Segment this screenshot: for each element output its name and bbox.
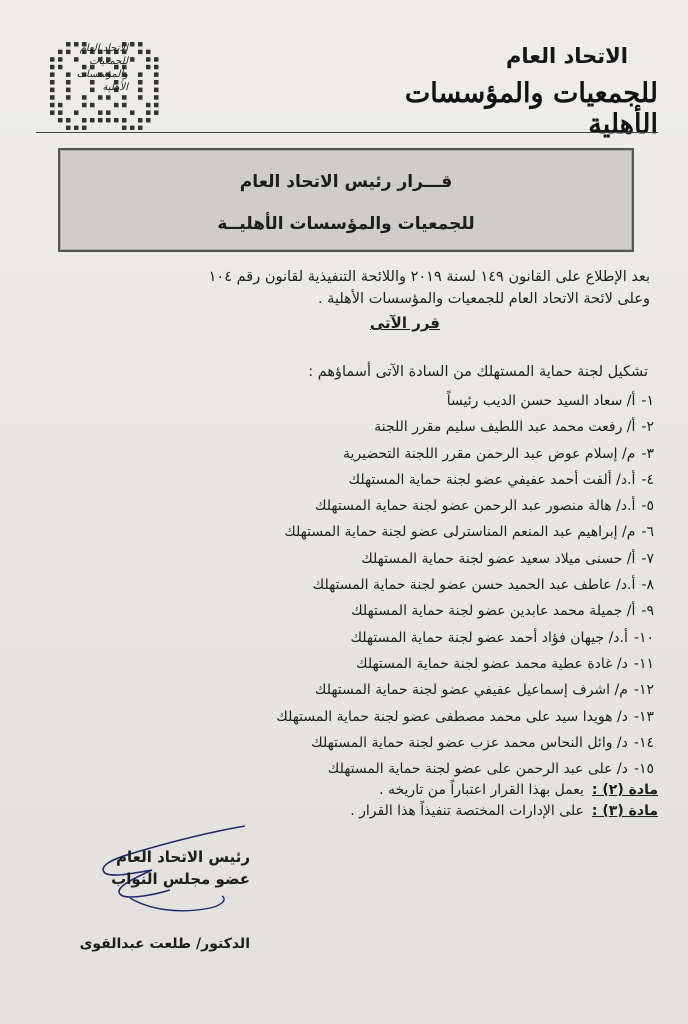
logo-dot — [122, 95, 127, 100]
list-item — [94, 730, 654, 756]
logo-text-line: الاتحاد العام — [79, 43, 128, 54]
member-number: ١١- — [633, 655, 654, 672]
signatory-name: الدكتور/ طلعت عبدالقوى — [79, 936, 250, 952]
signature-block — [60, 846, 250, 890]
logo-text-line: الأهلية — [102, 82, 128, 93]
member-number: ٤- — [641, 471, 654, 488]
member-text: د/ غادة عطية محمد عضو لجنة حماية المستهلك — [356, 655, 628, 672]
logo-dot — [130, 110, 135, 115]
logo-dot — [138, 118, 143, 123]
logo-text-line: والمؤسسات — [76, 69, 128, 80]
list-item — [94, 704, 654, 730]
logo-dot — [138, 88, 143, 93]
logo-dot — [50, 95, 55, 100]
logo-dot — [50, 110, 55, 115]
logo-text — [36, 42, 128, 94]
member-number: ١٤- — [633, 734, 654, 751]
intro-text: تشكيل لجنة حماية المستهلك من السادة الآتى أسماؤهم : — [308, 364, 648, 380]
logo-dot — [154, 110, 159, 115]
member-text: د/ هويدا سيد على محمد مصطفى عضو لجنة حماية المستهلك — [276, 708, 628, 725]
member-text: د/ وائل النحاس محمد عزب عضو لجنة حماية المستهلك — [311, 734, 628, 751]
logo-dot — [66, 118, 71, 123]
decision-title-box — [58, 148, 634, 252]
logo-dot — [98, 95, 103, 100]
logo-dot — [74, 126, 79, 130]
org-title — [358, 44, 658, 140]
logo-dot — [146, 110, 151, 115]
logo-dot — [98, 118, 103, 123]
logo-dot — [154, 57, 159, 62]
logo-dot — [82, 118, 87, 123]
signature-role-line2: عضو مجلس النواب — [111, 870, 250, 888]
logo-dot — [138, 80, 143, 85]
logo-dot — [106, 118, 111, 123]
logo-dot — [90, 103, 95, 108]
list-item — [94, 414, 654, 440]
member-text: أ.د/ ألفت أحمد عفيفي عضو لجنة حماية المستهلك — [348, 471, 636, 488]
member-text: أ/ سعاد السيد حسن الديب رئيساً — [446, 393, 636, 409]
logo-dot — [58, 118, 63, 123]
preamble-line: وعلى لائحة الاتحاد العام للجمعيات والمؤسسات الأهلية . — [317, 291, 650, 307]
decides-heading: قرر الآتى — [369, 314, 440, 332]
member-text: م/ اشرف إسماعيل عفيفي عضو لجنة حماية المستهلك — [314, 682, 628, 699]
logo-dot — [82, 103, 87, 108]
members-list — [94, 388, 654, 782]
logo-dot — [122, 118, 127, 123]
logo-dot — [106, 95, 111, 100]
member-number: ٢- — [641, 419, 654, 436]
member-text: أ.د/ هالة منصور عبد الرحمن عضو لجنة حماية المستهلك — [314, 498, 636, 515]
member-text: أ/ حسنى ميلاد سعيد عضو لجنة حماية المستهلك — [361, 550, 636, 567]
logo-dot — [90, 118, 95, 123]
logo-dot — [66, 126, 71, 130]
logo-dot — [146, 103, 151, 108]
logo-dot — [130, 57, 135, 62]
member-text: أ.د/ عاطف عبد الحميد حسن عضو لجنة حماية المستهلك — [312, 577, 636, 594]
preamble-line: بعد الإطلاع على القانون ١٤٩ لسنة ٢٠١٩ واللائحة التنفيذية لقانون رقم ١٠٤ — [208, 269, 650, 285]
logo-dot — [146, 65, 151, 70]
member-number: ٥- — [641, 498, 654, 515]
logo-dot — [82, 126, 87, 130]
member-number: ١٥- — [633, 761, 654, 778]
logo-dot — [122, 103, 127, 108]
article-text: على الإدارات المختصة تنفيذاً هذا القرار . — [350, 803, 584, 819]
logo-dot — [98, 110, 103, 115]
logo-dot — [146, 50, 151, 55]
list-item — [94, 467, 654, 493]
article-3 — [58, 801, 658, 822]
member-number: ٧- — [641, 550, 654, 567]
logo-dot — [138, 50, 143, 55]
list-item — [94, 546, 654, 572]
member-number: ١٢- — [633, 682, 654, 699]
logo-dot — [50, 103, 55, 108]
logo-dot — [58, 110, 63, 115]
logo-dot — [58, 103, 63, 108]
list-item — [94, 441, 654, 467]
preamble — [30, 266, 650, 310]
list-item — [94, 519, 654, 545]
member-number: ٣- — [641, 445, 654, 462]
logo-dot — [114, 118, 119, 123]
list-item — [94, 493, 654, 519]
logo-dot — [154, 80, 159, 85]
list-item — [94, 756, 654, 782]
member-text: م/ إسلام عوض عبد الرحمن مقرر اللجنة التحضيرية — [342, 445, 636, 462]
header-divider — [36, 132, 658, 133]
logo-dot — [82, 95, 87, 100]
articles — [58, 780, 658, 822]
logo-dot — [138, 72, 143, 77]
article-label: مادة (٢) : — [591, 782, 658, 798]
decision-title: قـــرار رئيس الاتحاد العام — [239, 172, 453, 192]
logo-dot — [106, 110, 111, 115]
member-text: أ/ جميلة محمد عابدين عضو لجنة حماية المستهلك — [351, 603, 636, 620]
list-item — [94, 572, 654, 598]
logo-dot — [138, 42, 143, 47]
decision-subtitle: للجمعيات والمؤسسات الأهليــة — [217, 214, 475, 234]
member-text: أ.د/ جيهان فؤاد أحمد عضو لجنة حماية المستهلك — [350, 629, 628, 646]
member-text: م/ إبراهيم عبد المنعم المناسترلى عضو لجنة حماية المستهلك — [284, 524, 636, 541]
member-number: ٩- — [641, 603, 654, 620]
signature-role-line1: رئيس الاتحاد العام — [116, 848, 250, 866]
logo-text-line: للجمعيات — [89, 56, 128, 67]
member-number: ٦- — [641, 524, 654, 541]
logo-dot — [130, 42, 135, 47]
list-item — [94, 677, 654, 703]
list-item — [94, 598, 654, 624]
logo-dot — [138, 95, 143, 100]
member-text: أ/ رفعت محمد عبد اللطيف سليم مقرر اللجنة — [374, 419, 636, 436]
member-number: ١٣- — [633, 708, 654, 725]
logo-dot — [66, 95, 71, 100]
logo-dot — [154, 72, 159, 77]
member-number: ١٠- — [633, 629, 654, 646]
logo-dot — [154, 65, 159, 70]
logo-dot — [130, 126, 135, 130]
article-2 — [58, 780, 658, 801]
logo-dot — [154, 88, 159, 93]
logo-dot — [154, 103, 159, 108]
list-item — [94, 625, 654, 651]
logo-dot — [122, 126, 127, 130]
logo-dot — [74, 110, 79, 115]
article-text: يعمل بهذا القرار اعتباراً من تاريخه . — [379, 782, 584, 798]
member-text: د/ على عبد الرحمن على عضو لجنة حماية المستهلك — [327, 761, 628, 778]
article-label: مادة (٣) : — [591, 803, 658, 819]
list-item — [94, 651, 654, 677]
org-title-line1: الاتحاد العام — [505, 44, 628, 68]
logo-dot — [138, 126, 143, 130]
member-number: ٨- — [641, 577, 654, 594]
logo-dot — [154, 95, 159, 100]
logo-dot — [146, 57, 151, 62]
logo-dot — [146, 118, 151, 123]
org-title-line2: للجمعيات والمؤسسات الأهلية — [404, 78, 658, 140]
member-number: ١- — [641, 393, 654, 409]
list-item — [94, 388, 654, 414]
logo-dot — [114, 103, 119, 108]
